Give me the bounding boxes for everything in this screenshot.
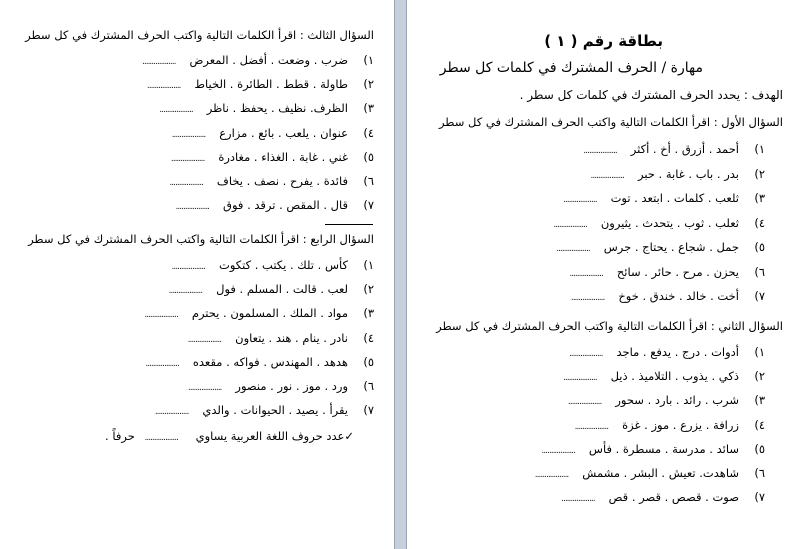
line-words: أخت . خالد . خندق . خوخ — [618, 289, 739, 303]
card-title: بطاقة رقم ( ١ ) — [544, 32, 663, 50]
line-number: ٢) — [363, 77, 374, 92]
line-words: ذكي . يذوب . التلاميذ . ذيل — [610, 369, 739, 384]
q2-line-1 — [569, 341, 765, 363]
line-number: ٢) — [754, 166, 765, 181]
line-words: أحمد . أزرق . أخ . أكثر — [630, 142, 739, 156]
line-number: ٧) — [754, 289, 765, 303]
answer-blank[interactable]: .................. — [574, 421, 609, 432]
q2-line-7 — [561, 486, 765, 508]
left-page — [0, 0, 394, 549]
answer-blank[interactable]: .................. — [583, 146, 617, 156]
line-number: ١) — [754, 345, 765, 359]
q4-line-4 — [188, 327, 374, 349]
line-words: نادر . ينام . هند . يتعاون — [235, 330, 348, 345]
line-words: جمل . شجاع . يحتاج . جرس — [603, 240, 739, 254]
answer-blank[interactable]: .................. — [159, 105, 193, 116]
line-words: زرافة . يزرع . موز . غزة — [622, 417, 739, 432]
q1-line-2 — [590, 163, 765, 185]
q2-line-5 — [541, 438, 765, 460]
line-words: قال . المقص . ترقد . فوق — [223, 198, 348, 213]
line-number: ٥) — [363, 149, 374, 164]
line-number: ٥) — [754, 240, 765, 254]
q3-line-1 — [142, 49, 374, 71]
q4-final-line — [105, 425, 354, 447]
answer-blank[interactable]: .................. — [145, 358, 179, 369]
q3-line-5 — [171, 146, 374, 168]
line-number: ٤) — [754, 417, 765, 432]
line-number: ١) — [363, 53, 374, 67]
line-words: شرب . رائد . بارد . سحور — [615, 393, 739, 408]
line-number: ٢) — [363, 282, 374, 297]
line-number: ٤) — [754, 215, 765, 230]
answer-blank[interactable]: .................. — [556, 244, 590, 254]
goal-line: الهدف : يحدد الحرف المشترك في كلمات كل سطر . — [519, 88, 783, 102]
answer-blank[interactable]: .................. — [144, 433, 178, 443]
page-gutter — [394, 0, 407, 549]
line-number: ١) — [754, 142, 765, 156]
line-number: ٥) — [754, 441, 765, 456]
answer-blank[interactable]: .................. — [187, 334, 222, 345]
line-words: الظرف. نظيف . يحفظ . ناظر — [206, 101, 348, 116]
line-words: لعب . قالت . المسلم . فول — [216, 282, 348, 297]
line-number: ١) — [363, 258, 374, 272]
final-prefix: ✓عدد حروف اللغة العربية يساوي — [195, 429, 354, 443]
line-words: يقرأ . يصيد . الحيوانات . والدي — [202, 403, 348, 418]
skill-line: مهارة / الحرف المشترك في كلمات كل سطر — [439, 60, 703, 76]
answer-blank[interactable]: .................. — [175, 202, 210, 213]
q2-line-6 — [535, 462, 765, 484]
answer-blank[interactable]: .................. — [141, 57, 176, 67]
q4-line-5 — [145, 351, 374, 373]
answer-blank[interactable]: .................. — [563, 373, 597, 384]
answer-blank[interactable]: .................. — [146, 81, 181, 92]
line-words: سائد . مدرسة . مسطرة . فأس — [588, 441, 739, 456]
answer-blank[interactable]: .................. — [590, 170, 624, 181]
answer-blank[interactable]: .................. — [563, 195, 597, 205]
line-number: ٣) — [363, 101, 374, 116]
line-number: ٦) — [754, 264, 765, 279]
line-words: مواد . الملك . المسلمون . يحترم — [191, 306, 348, 321]
line-number: ٣) — [363, 306, 374, 321]
q3-heading: السؤال الثالث : اقرأ الكلمات التالية واكتب الحرف المشترك في كل سطر — [25, 28, 374, 42]
q1-line-1 — [583, 138, 765, 160]
q2-line-4 — [575, 414, 765, 436]
answer-blank[interactable]: .................. — [144, 310, 178, 321]
q4-line-3 — [144, 302, 374, 324]
final-suffix: حرفاً . — [105, 429, 135, 443]
q3-line-4 — [172, 122, 374, 144]
line-number: ٤) — [363, 125, 374, 140]
line-number: ٣) — [754, 393, 765, 408]
line-number: ٧) — [754, 490, 765, 505]
line-words: صوت . قصص . قصر . قص — [608, 490, 739, 505]
answer-blank[interactable]: .................. — [567, 397, 602, 408]
q1-line-5 — [556, 236, 765, 258]
line-number: ٧) — [363, 403, 374, 418]
line-words: شاهدت. تعيش . البشر . مشمش — [582, 466, 739, 480]
line-words: غني . غابة . الغذاء . مغادرة — [218, 149, 348, 164]
line-words: كأس . تلك . يكتب . كتكوت — [219, 258, 348, 272]
answer-blank[interactable]: .................. — [561, 494, 595, 505]
q1-heading: السؤال الأول : اقرأ الكلمات التالية واكتب الحرف المشترك في كل سطر — [438, 115, 783, 129]
line-words: بدر . باب . غابة . حبر — [637, 166, 739, 181]
line-words: ثلعب . كلمات . ابتعد . توت — [610, 191, 739, 205]
line-words: طاولة . قطط . الطائرة . الخياط — [194, 77, 348, 92]
answer-blank[interactable]: .................. — [553, 219, 587, 230]
q1-line-3 — [563, 187, 765, 209]
answer-blank[interactable]: .................. — [568, 349, 603, 359]
line-number: ٦) — [754, 466, 765, 480]
q2-line-2 — [563, 365, 765, 387]
q2-heading: السؤال الثاني : اقرأ الكلمات التالية واكتب الحرف المشترك في كل سطر — [436, 319, 783, 333]
line-number: ٤) — [363, 330, 374, 345]
line-number: ٦) — [363, 379, 374, 393]
line-number: ٥) — [363, 354, 374, 369]
q1-line-7 — [571, 285, 765, 307]
q1-line-6 — [569, 261, 765, 283]
q3-line-7 — [176, 194, 374, 216]
line-words: أدوات . درج . يدفع . ماجد — [616, 345, 739, 359]
answer-blank[interactable]: .................. — [570, 293, 605, 303]
q3-line-3 — [159, 97, 374, 119]
section-divider — [325, 224, 373, 225]
q4-line-1 — [172, 254, 375, 276]
answer-blank[interactable]: .................. — [170, 153, 205, 164]
q1-line-4 — [553, 212, 765, 234]
line-number: ٢) — [754, 369, 765, 384]
line-number: ٦) — [363, 174, 374, 188]
q2-line-3 — [568, 389, 765, 411]
answer-blank[interactable]: .................. — [569, 268, 603, 279]
answer-blank[interactable]: .................. — [171, 129, 206, 140]
line-words: ثعلب . ثوب . يتحدث . يثيرون — [600, 215, 739, 230]
q4-line-2 — [169, 278, 374, 300]
line-words: يحزن . مرح . حائر . سائح — [616, 264, 739, 279]
answer-blank[interactable]: .................. — [169, 178, 203, 188]
q3-line-2 — [147, 73, 374, 95]
q4-line-6 — [188, 375, 374, 397]
answer-blank[interactable]: .................. — [541, 445, 575, 456]
line-words: عنوان . يلعب . بائع . مزارع — [219, 125, 348, 140]
line-words: ورد . موز . نور . منصور — [235, 379, 348, 393]
answer-blank[interactable]: .................. — [534, 470, 569, 480]
q4-heading: السؤال الرابع : اقرأ الكلمات التالية واكتب الحرف المشترك في كل سطر — [28, 232, 374, 246]
line-words: هدهد . المهندس . فواكه . مقعده — [192, 354, 348, 369]
answer-blank[interactable]: .................. — [171, 262, 205, 272]
right-page — [407, 0, 803, 549]
line-number: ٣) — [754, 191, 765, 205]
q4-line-7 — [155, 399, 374, 421]
answer-blank[interactable]: .................. — [154, 407, 189, 418]
answer-blank[interactable]: .................. — [187, 383, 222, 393]
line-words: فائدة . يفرح . نصف . يخاف — [216, 174, 348, 188]
line-number: ٧) — [363, 198, 374, 213]
q3-line-6 — [169, 170, 374, 192]
line-words: ضرب . وضعت . أفضل . المعرض — [189, 53, 348, 67]
answer-blank[interactable]: .................. — [168, 286, 203, 297]
